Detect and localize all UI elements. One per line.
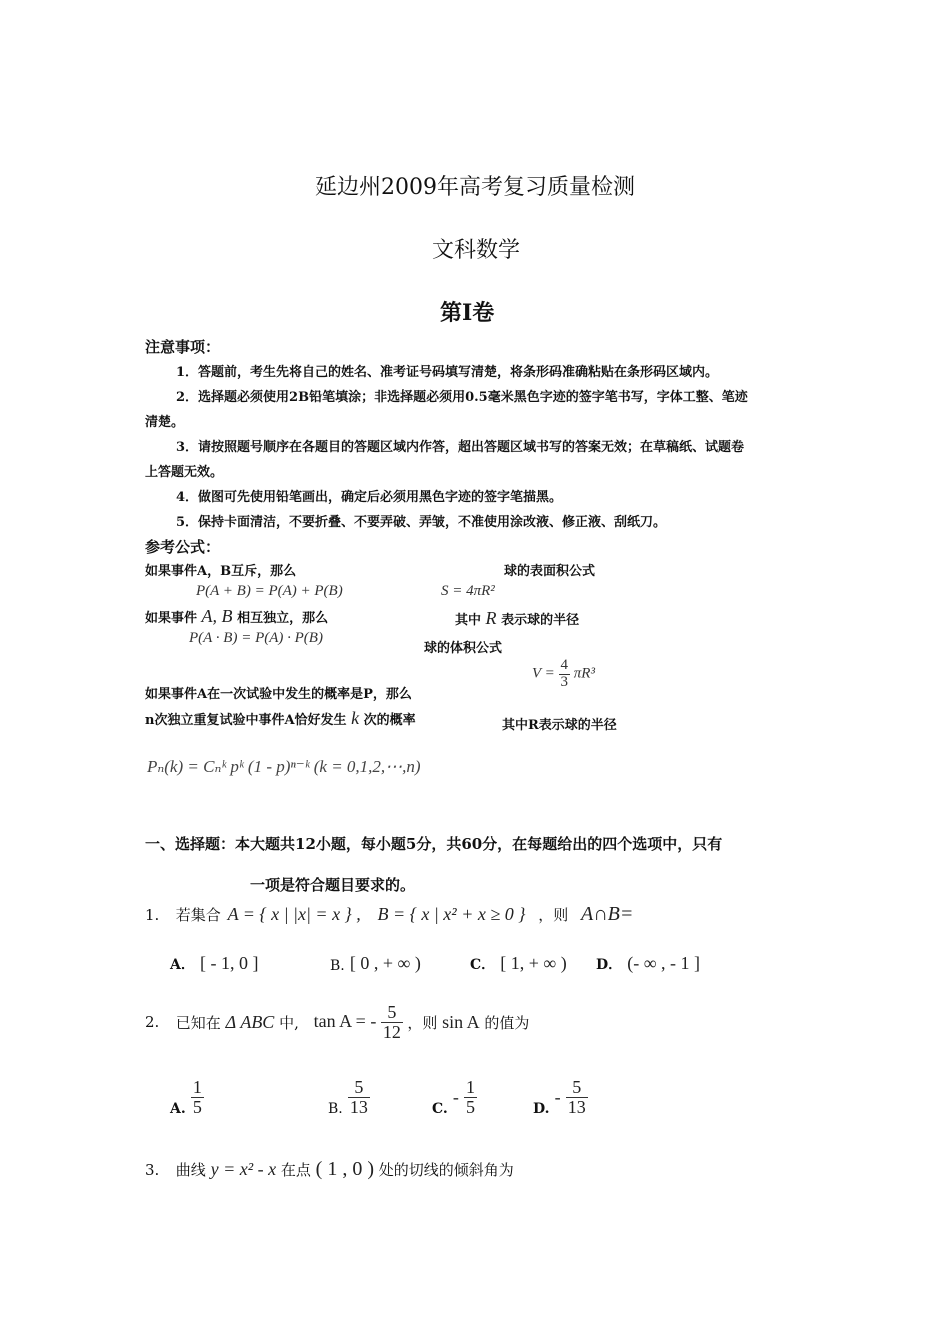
question-1: [145, 903, 633, 926]
q2-tan-den: 12: [382, 1021, 401, 1042]
option-den: 5: [192, 1096, 202, 1117]
option-num: 5: [572, 1077, 582, 1097]
option-value: [ 0 , + ∞ ): [349, 953, 421, 973]
option-num: 1: [192, 1077, 202, 1097]
q3-post: 处的切线的倾斜角为: [378, 1161, 514, 1179]
option-fraction: [191, 1078, 204, 1117]
mutex-formula: P(A + B) = P(A) + P(B): [196, 583, 343, 599]
q2-option-a[interactable]: [170, 1078, 204, 1117]
option-value: (- ∞ , - 1 ]: [627, 953, 701, 973]
radius-text-2: 其中R表示球的半径: [502, 718, 617, 733]
note-item: 1．答题前，考生先将自己的姓名、准考证号码填写清楚，将条形码准确粘贴在条形码区域内。: [176, 365, 719, 380]
q2-mid: 中,: [279, 1013, 299, 1032]
note-item: 3．请按照题号顺序在各题目的答题区域内作答，超出答题区域书写的答案无效；在草稿纸、试题卷: [176, 440, 745, 455]
sphere-vol-formula: [532, 658, 595, 691]
option-sign: -: [452, 1086, 459, 1107]
q3-point: ( 1 , 0 ): [315, 1158, 374, 1180]
q3-mid: 在点: [280, 1161, 311, 1179]
option-label: D.: [533, 1100, 550, 1117]
radius-text-pre: 其中: [455, 613, 482, 628]
indep-formula: P(A · B) = P(A) · P(B): [189, 630, 323, 646]
q2-num: 2.: [145, 1013, 160, 1032]
option-label: A.: [170, 1100, 186, 1117]
q2-tan: [313, 1002, 408, 1042]
radius-var: R: [485, 608, 497, 628]
q1-setB: B = { x | x² + x ≥ 0 }: [377, 904, 526, 924]
sphere-vol-lhs: V =: [532, 665, 555, 682]
sphere-vol-num: 4: [560, 657, 569, 673]
q2-tan-num: 5: [387, 1002, 397, 1022]
indep-vars: A, B: [201, 606, 233, 626]
binom-text-post: 次的概率: [363, 713, 416, 728]
binom-formula: Pₙ(k) = Cₙᵏ pᵏ (1 - p)ⁿ⁻ᵏ (k = 0,1,2,⋯,n): [147, 757, 421, 776]
q1-option-d[interactable]: [596, 953, 700, 974]
exam-title: 延边州2009年高考复习质量检测: [315, 175, 635, 200]
prob-text: 如果事件A在一次试验中发生的概率是P，那么: [145, 687, 412, 702]
option-fraction: [566, 1078, 588, 1117]
q2-then: ，则: [407, 1013, 438, 1032]
option-den: 13: [349, 1096, 368, 1117]
sphere-area-formula: S = 4πR²: [441, 583, 495, 599]
q3-num: 3.: [145, 1160, 160, 1179]
option-label: C.: [432, 1100, 448, 1117]
q1-pre: 若集合: [175, 906, 221, 924]
notes-heading: 注意事项：: [145, 338, 221, 356]
option-fraction: [348, 1078, 370, 1117]
q2-post: 的值为: [484, 1013, 530, 1032]
option-value: [ 1, + ∞ ): [500, 953, 567, 973]
formulas-heading: 参考公式：: [145, 538, 221, 556]
mutex-text: 如果事件A，B互斥，那么: [145, 564, 297, 579]
option-label: A．: [170, 957, 195, 973]
binom-var: k: [351, 708, 360, 728]
option-fraction: [464, 1078, 477, 1117]
exam-subject: 文科数学: [432, 238, 521, 263]
question-3: [145, 1158, 514, 1181]
q1-setA: A = { x | |x| = x } ,: [227, 904, 361, 924]
option-value: [ - 1, 0 ]: [199, 953, 259, 973]
q1-mid: ，则: [538, 906, 569, 924]
question-2: [145, 1003, 529, 1042]
q1-option-b[interactable]: [330, 953, 421, 974]
q2-option-d[interactable]: [533, 1078, 588, 1117]
note-item: 5．保持卡面清洁，不要折叠、不要弄破、弄皱，不准使用涂改液、修正液、刮纸刀。: [176, 515, 667, 530]
indep-text: [145, 606, 328, 627]
note-item: 2．选择题必须使用2B铅笔填涂；非选择题必须用0.5毫米黑色字迹的签字笔书写，字体工整、笔迹: [176, 390, 748, 405]
sphere-vol-text: 球的体积公式: [424, 641, 503, 656]
q2-tan-fraction: [381, 1003, 403, 1042]
option-den: 5: [465, 1096, 475, 1117]
option-label: B.: [330, 958, 345, 974]
q2-sin: sin A: [442, 1011, 480, 1032]
sphere-vol-den: 3: [560, 673, 569, 690]
option-num: 5: [354, 1077, 364, 1097]
q3-pre: 曲线: [175, 1161, 206, 1179]
q1-option-a[interactable]: [170, 953, 258, 974]
option-label: D．: [596, 957, 623, 973]
section1-line1: 一、选择题：本大题共12小题，每小题5分，共60分，在每题给出的四个选项中，只有: [145, 835, 723, 853]
indep-text-pre: 如果事件: [145, 611, 198, 626]
option-sign: -: [554, 1086, 561, 1107]
option-num: 1: [465, 1077, 475, 1097]
radius-text-1: [455, 608, 579, 629]
sphere-area-text: 球的表面积公式: [504, 564, 596, 579]
q1-option-c[interactable]: [470, 953, 567, 974]
exam-part: 第Ⅰ卷: [440, 300, 495, 326]
option-den: 13: [567, 1096, 586, 1117]
note-item: 清楚。: [145, 415, 185, 430]
option-label: B.: [328, 1100, 343, 1117]
note-item: 上答题无效。: [145, 465, 224, 480]
indep-text-post: 相互独立，那么: [237, 611, 329, 626]
q1-expr: A∩B=: [581, 903, 634, 925]
q2-option-b[interactable]: [328, 1078, 370, 1117]
q3-expr: y = x² - x: [210, 1159, 277, 1179]
q2-option-c[interactable]: [432, 1078, 477, 1117]
q1-num: 1.: [145, 905, 160, 924]
q2-pre: 已知在: [175, 1013, 221, 1032]
sphere-vol-fraction: [559, 658, 571, 691]
q2-triangle: Δ ABC: [225, 1011, 275, 1032]
sphere-vol-rhs: πR³: [573, 665, 595, 682]
section1-line2: 一项是符合题目要求的。: [250, 876, 416, 894]
note-item: 4．做图可先使用铅笔画出，确定后必须用黑色字迹的签字笔描黑。: [176, 490, 563, 505]
option-label: C．: [470, 957, 496, 973]
binom-text-pre: n次独立重复试验中事件A恰好发生: [145, 713, 347, 728]
binom-text: [145, 708, 416, 729]
q2-tan-lhs: tan A = -: [313, 1010, 377, 1031]
radius-text-post: 表示球的半径: [501, 613, 580, 628]
